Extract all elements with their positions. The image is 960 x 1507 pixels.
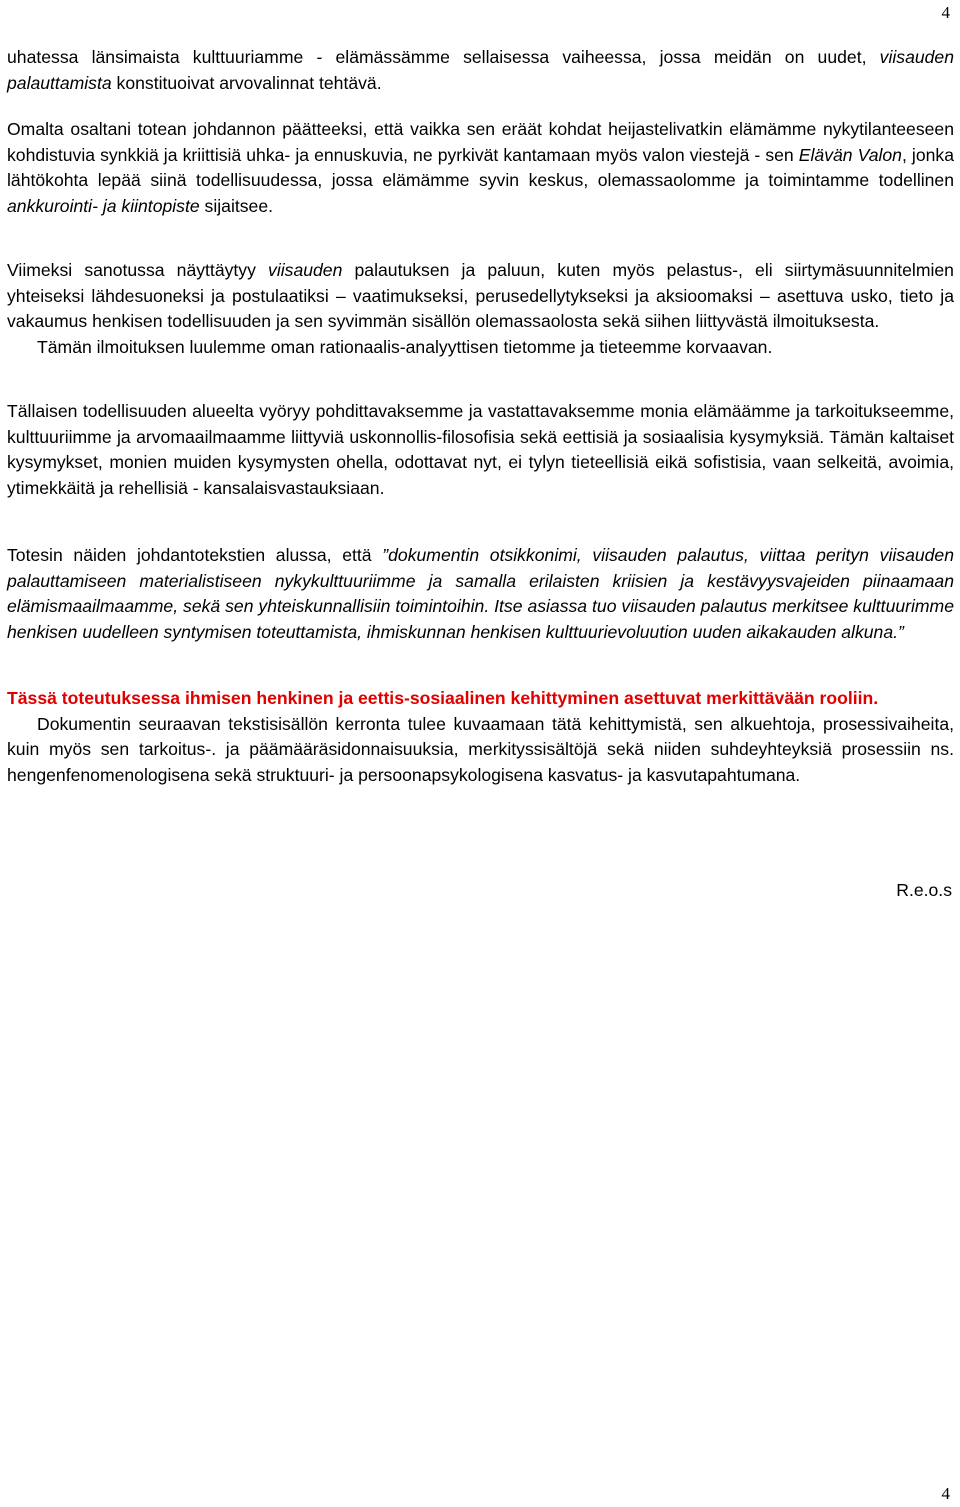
paragraph-3: Viimeksi sanotussa näyttäytyy viisauden palautuksen ja paluun, kuten myös pelastus-, eli siirtymäsuunnitelmien yhteiseksi lähdesuoneksi ja postulaatiksi – vaatimukseksi, perusedellytykseksi ja aksioomaksi – asettuva usko, tieto ja vakaumus henkisen todellisuuden ja sen syvimmän sisällön olemassaolosta sekä siihen liittyvästä ilmoituksesta. Tämän ilmoituksen luulemme oman rationaalis-analyyttisen tietomme ja tieteemme korvaavan. <box>7 258 954 360</box>
paragraph-4: Tällaisen todellisuuden alueelta vyöryy pohdittavaksemme ja vastattavaksemme monia elämäämme ja tarkoitukseemme, kulttuuriimme ja arvomaailmaamme liittyviä uskonnollis-filosofisia sekä eettisiä ja sosiaalisia kysymyksiä. Tämän kaltaiset kysymykset, monien muiden kysymysten ohella, odottavat nyt, ei tylyn tieteellisiä eikä sofistisia, vaan selkeitä, avoimia, ytimekkäitä ja rehellisiä - kansalaisvastauksiaan. <box>7 401 954 498</box>
page-number-bottom: 4 <box>941 1484 950 1503</box>
paragraph-5: Totesin näiden johdantotekstien alussa, että ”dokumentin otsikkonimi, viisauden palautus, viittaa perityn viisauden palauttamiseen materialistiseen nykykulttuuriimme ja samalla erilaisten kriisien ja kestävyysvajeiden piinaamaan elämismaailmaamme, sekä sen yhteiskunnallisiin toimintoihin. Itse asiassa tuo viisauden palautus merkitsee kulttuurimme henkisen uudelleen syntymisen toteuttamista, ihmiskunnan henkisen kulttuurievoluution uuden aikakauden alkuna.” <box>7 545 954 642</box>
paragraph-3-indented-line: Tämän ilmoituksen luulemme oman rationaalis-analyyttisen tietomme ja tieteemme korvaavan. <box>37 336 773 357</box>
signature: R.e.o.s <box>896 880 952 900</box>
paragraph-1: uhatessa länsimaista kulttuuriamme - elämässämme sellaisessa vaiheessa, jossa meidän on uudet, viisauden palauttamista konstituoivat arvovalinnat tehtävä. <box>7 47 954 93</box>
page-number-top: 4 <box>941 3 950 22</box>
paragraph-6 <box>7 686 954 788</box>
paragraph-2: Omalta osaltani totean johdannon päätteeksi, että vaikka sen eräät kohdat heijastelivatkin elämämme nykytilanteeseen kohdistuvia synkkiä ja kriittisiä uhka- ja ennuskuvia, ne pyrkivät kantamaan myös valon viestejä - sen Elävän Valon, jonka lähtökohta lepää siinä todellisuudessa, jossa elämämme syvin keskus, olemassaolomme ja toimintamme todellinen ankkurointi- ja kiintopiste sijaitsee. <box>7 119 954 216</box>
paragraph-6-body: Dokumentin seuraavan tekstisisällön kerronta tulee kuvaamaan tätä kehittymistä, sen alkuehtoja, prosessivaiheita, kuin myös sen tarkoitus-. ja päämääräsidonnaisuuksia, merkityssisältöjä sekä niiden suhdeyhteyksiä prosessiin ns. hengenfenomenologisena sekä struktuuri- ja persoonapsykologisena kasvatus- ja kasvutapahtumana. <box>7 713 954 785</box>
highlighted-statement: Tässä toteutuksessa ihmisen henkinen ja eettis-sosiaalinen kehittyminen asettuvat merkittävään rooliin. <box>7 688 879 708</box>
